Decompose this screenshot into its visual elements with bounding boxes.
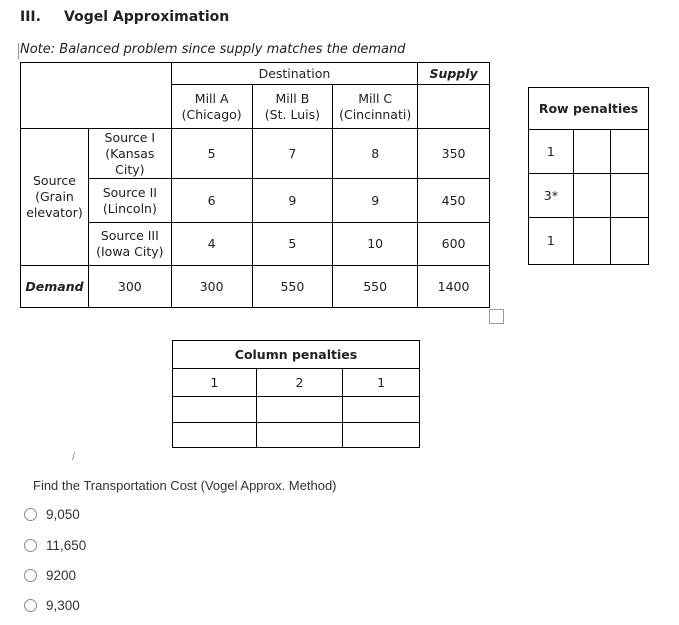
answer-option[interactable] xyxy=(24,598,80,613)
supply-cell: 350 xyxy=(418,129,490,179)
row-penalties-table xyxy=(528,87,649,265)
cost-cell: 10 xyxy=(333,223,418,266)
supply-header-blank xyxy=(418,85,490,129)
stray-mark: / xyxy=(72,451,76,463)
radio-button[interactable] xyxy=(24,599,37,612)
source-group-label: Source (Grain elevator) xyxy=(21,129,89,266)
transportation-table xyxy=(20,62,490,308)
cost-cell: 7 xyxy=(252,129,333,179)
row-penalties-title: Row penalties xyxy=(529,88,649,130)
option-label: 9200 xyxy=(46,568,77,583)
supply-cell: 450 xyxy=(418,179,490,223)
option-label: 11,650 xyxy=(46,538,87,553)
column-penalty-empty xyxy=(343,397,420,423)
source-2-label: Source II (Lincoln) xyxy=(88,179,171,223)
radio-button[interactable] xyxy=(24,508,37,521)
column-penalty-cell: 1 xyxy=(173,369,257,397)
mill-a-header: Mill A (Chicago) xyxy=(171,85,252,129)
source-3-label: Source III (Iowa City) xyxy=(88,223,171,266)
row-penalty-cell: 1 xyxy=(529,218,574,265)
column-penalty-cell: 1 xyxy=(343,369,420,397)
column-penalties-title: Column penalties xyxy=(173,341,420,369)
demand-label: Demand xyxy=(21,266,89,308)
demand-first-cell: 300 xyxy=(88,266,171,308)
cost-cell: 9 xyxy=(333,179,418,223)
row-penalty-empty xyxy=(611,174,649,218)
supply-cell: 600 xyxy=(418,223,490,266)
answer-option[interactable] xyxy=(24,507,80,522)
mill-c-header: Mill C (Cincinnati) xyxy=(333,85,418,129)
column-penalty-empty xyxy=(173,423,257,448)
cost-cell: 5 xyxy=(252,223,333,266)
cost-cell: 6 xyxy=(171,179,252,223)
balance-note: Note: Balanced problem since supply matches the demand xyxy=(20,42,406,57)
mill-b-header: Mill B (St. Luis) xyxy=(252,85,333,129)
row-penalty-empty xyxy=(611,130,649,174)
cost-cell: 9 xyxy=(252,179,333,223)
option-label: 9,300 xyxy=(46,598,80,613)
source-1-label: Source I (Kansas City) xyxy=(88,129,171,179)
row-penalty-empty xyxy=(611,218,649,265)
row-penalty-empty xyxy=(573,130,611,174)
answer-option[interactable] xyxy=(24,568,76,583)
cost-cell: 8 xyxy=(333,129,418,179)
radio-button[interactable] xyxy=(24,569,37,582)
column-penalty-empty xyxy=(343,423,420,448)
supply-header: Supply xyxy=(418,63,490,85)
column-penalty-empty xyxy=(256,423,343,448)
section-number: III. xyxy=(20,9,41,25)
demand-cell: 550 xyxy=(252,266,333,308)
demand-cell: 550 xyxy=(333,266,418,308)
section-title: Vogel Approximation xyxy=(64,9,230,25)
row-penalty-empty xyxy=(573,174,611,218)
destination-header: Destination xyxy=(171,63,417,85)
answer-option[interactable] xyxy=(24,538,86,553)
column-penalty-empty xyxy=(256,397,343,423)
row-penalty-cell: 1 xyxy=(529,130,574,174)
total-cell: 1400 xyxy=(418,266,490,308)
column-penalty-empty xyxy=(173,397,257,423)
column-penalty-cell: 2 xyxy=(256,369,343,397)
cost-cell: 4 xyxy=(171,223,252,266)
cost-cell: 5 xyxy=(171,129,252,179)
radio-button[interactable] xyxy=(24,539,37,552)
checkbox[interactable] xyxy=(489,309,504,324)
option-label: 9,050 xyxy=(46,507,80,522)
row-penalty-cell: 3* xyxy=(529,174,574,218)
column-penalties-table xyxy=(172,340,420,448)
question-text: Find the Transportation Cost (Vogel Approx. Method) xyxy=(33,478,337,493)
text-cursor xyxy=(18,43,19,59)
row-penalty-empty xyxy=(573,218,611,265)
corner-cell xyxy=(21,63,172,129)
section-heading xyxy=(20,9,229,25)
demand-cell: 300 xyxy=(171,266,252,308)
